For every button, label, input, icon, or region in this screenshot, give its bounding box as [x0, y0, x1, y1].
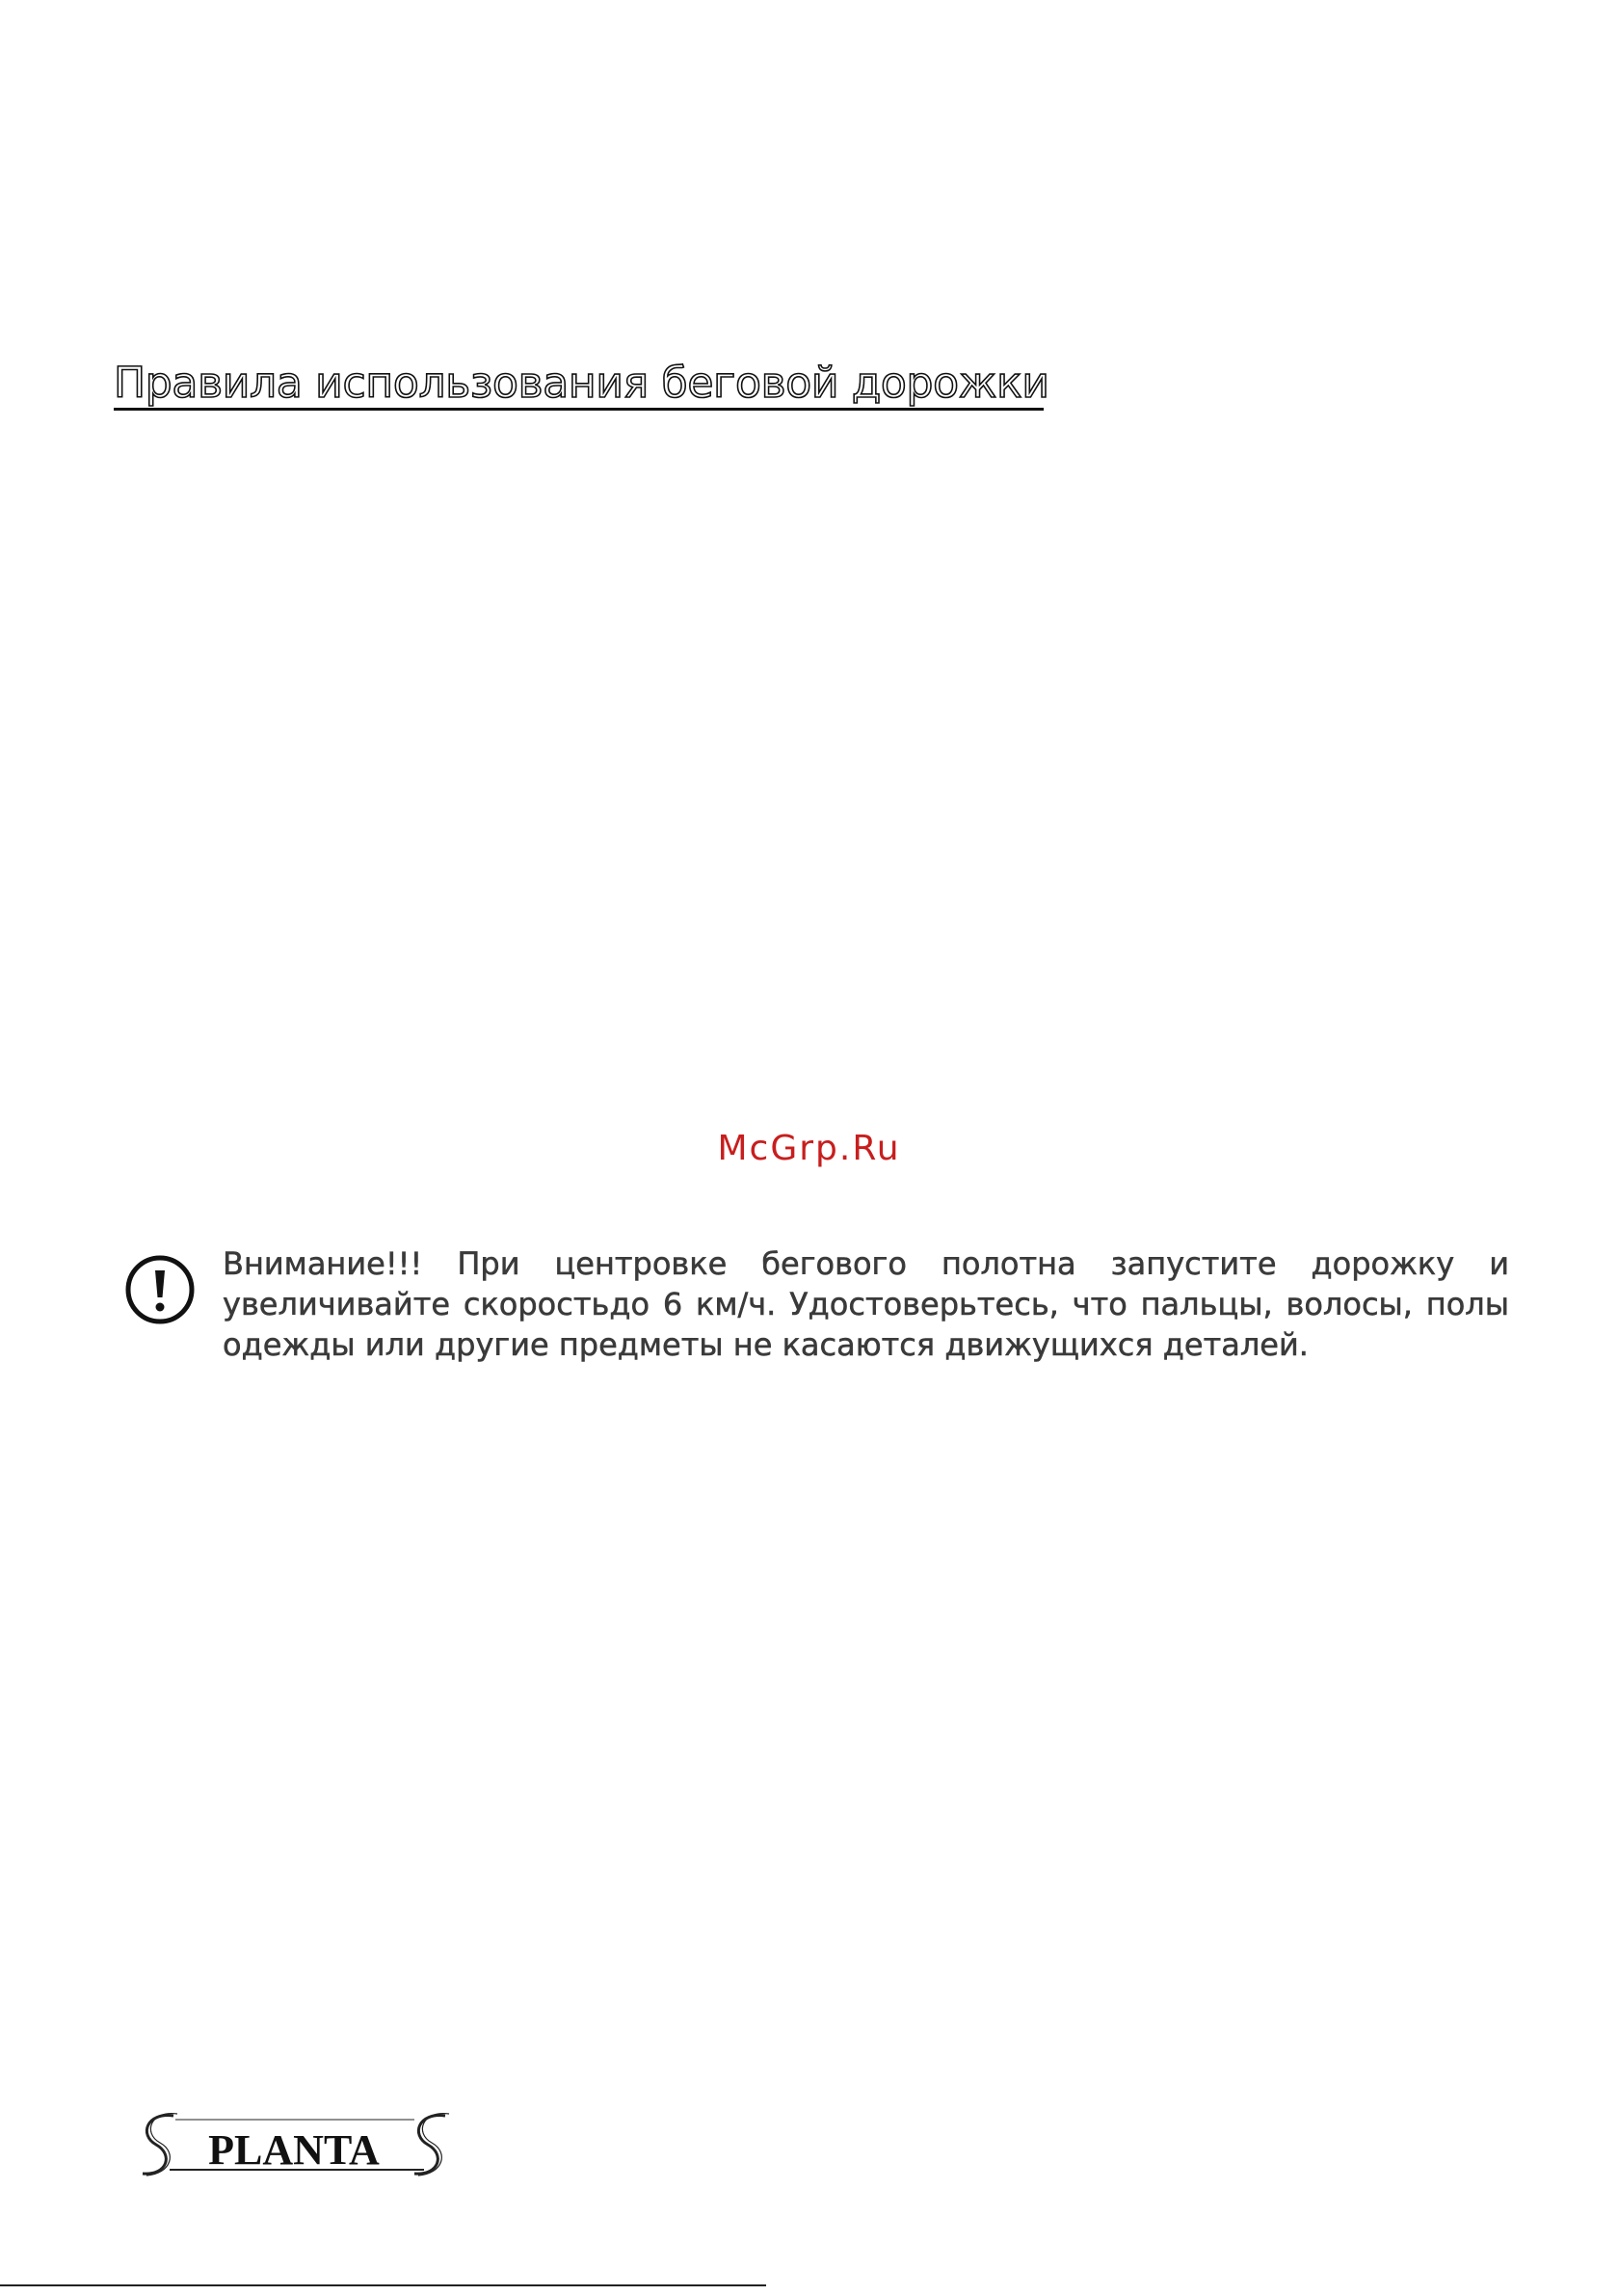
logo-wordmark: PLANTA — [208, 2126, 380, 2174]
heading-underline — [114, 408, 1044, 411]
footer-rule — [0, 2284, 766, 2286]
splantas-logo — [135, 2106, 453, 2183]
warning-text: Внимание!!! При центровке бегового полотна запустите дорожку и увеличивайте скоростьдо 6 км/ч. Удостоверьтесь, что пальцы, волосы, полы одежды или другие предметы не касаются движущихся деталей. — [223, 1245, 1509, 1363]
exclamation-circle-icon — [123, 1253, 197, 1326]
page-heading: Правила использования беговой дорожки — [114, 359, 1049, 408]
watermark-link[interactable]: McGrp.Ru — [717, 1129, 901, 1168]
